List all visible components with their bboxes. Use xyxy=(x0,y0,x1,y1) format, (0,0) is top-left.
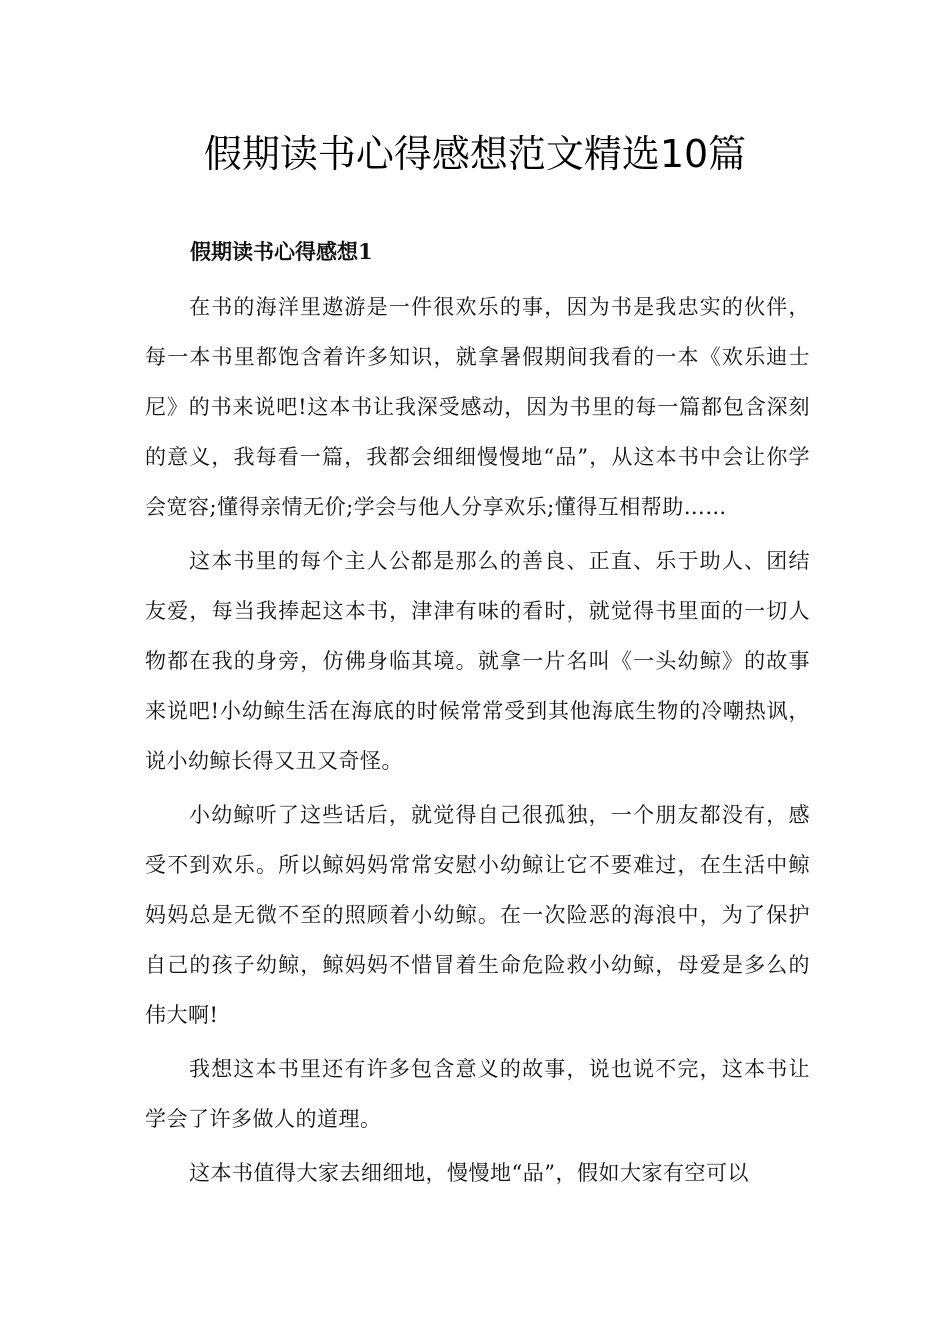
paragraph-4: 我想这本书里还有许多包含意义的故事，说也说不完，这本书让学会了许多做人的道理。 xyxy=(145,1057,810,1131)
paragraph-5: 这本书值得大家去细细地，慢慢地“品”，假如大家有空可以 xyxy=(189,1161,749,1185)
paragraph-2: 这本书里的每个主人公都是那么的善良、正直、乐于助人、团结友爱，每当我捧起这本书，津津有味的看时，就觉得书里面的一切人物都在我的身旁，仿佛身临其境。就拿一片名叫《一头幼鲸》的故事来说吧!小幼鲸生活在海底的时候常常受到其他海底生物的冷嘲热讽，说小幼鲸长得又丑又奇怪。 xyxy=(145,549,810,773)
body-text xyxy=(145,282,810,1202)
paragraph-3: 小幼鲸听了这些话后，就觉得自己很孤独，一个朋友都没有，感受不到欢乐。所以鲸妈妈常常安慰小幼鲸让它不要难过，在生活中鲸妈妈总是无微不至的照顾着小幼鲸。在一次险恶的海浪中，为了保护自己的孩子幼鲸，鲸妈妈不惜冒着生命危险救小幼鲸，母爱是多么的伟大啊! xyxy=(145,803,810,1027)
section-heading: 假期读书心得感想1 xyxy=(190,239,373,264)
page-title: 假期读书心得感想范文精选10篇 xyxy=(203,132,747,176)
paragraph-1: 在书的海洋里遨游是一件很欢乐的事，因为书是我忠实的伙伴，每一本书里都饱含着许多知识，就拿暑假期间我看的一本《欢乐迪士尼》的书来说吧!这本书让我深受感动，因为书里的每一篇都包含深刻的意义，我每看一篇，我都会细细慢慢地“品”，从这本书中会让你学会宽容;懂得亲情无价;学会与他人分享欢乐;懂得互相帮助…… xyxy=(145,295,810,519)
